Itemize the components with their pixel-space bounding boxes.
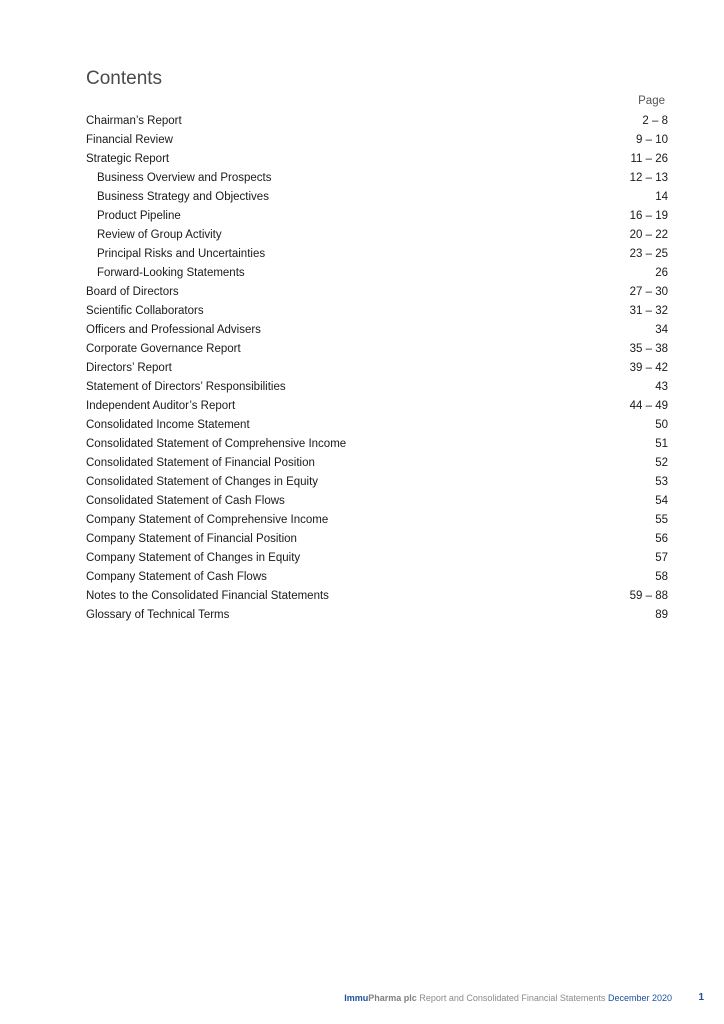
- toc-entry[interactable]: [86, 530, 668, 549]
- toc-entry[interactable]: [86, 568, 668, 587]
- toc-subentry[interactable]: [86, 245, 668, 264]
- toc-entry-page: 57: [655, 552, 668, 564]
- toc-entry-label: Principal Risks and Uncertainties: [97, 248, 266, 260]
- page-title: Contents: [86, 68, 163, 89]
- toc-entry-label: Consolidated Statement of Comprehensive Income: [86, 438, 347, 450]
- table-of-contents: [86, 112, 668, 625]
- toc-entry[interactable]: [86, 606, 668, 625]
- toc-entry-page: 52: [655, 457, 668, 469]
- toc-entry-page: 35 – 38: [629, 343, 668, 355]
- toc-entry[interactable]: [86, 321, 668, 340]
- toc-entry-page: 14: [655, 191, 668, 203]
- footer-description: Report and Consolidated Financial Statements: [419, 993, 606, 1003]
- toc-entry-page: 34: [655, 324, 668, 336]
- toc-entry-label: Consolidated Statement of Cash Flows: [86, 495, 285, 507]
- toc-entry-page: 23 – 25: [629, 248, 668, 260]
- toc-entry[interactable]: [86, 454, 668, 473]
- toc-entry-label: Notes to the Consolidated Financial Statements: [86, 590, 329, 602]
- toc-subentry[interactable]: [86, 264, 668, 283]
- toc-entry-page: 2 – 8: [642, 115, 668, 127]
- toc-entry-label: Corporate Governance Report: [86, 343, 241, 355]
- toc-entry[interactable]: [86, 283, 668, 302]
- footer-date: December 2020: [607, 993, 672, 1003]
- toc-entry-label: Strategic Report: [86, 153, 170, 165]
- toc-entry[interactable]: [86, 359, 668, 378]
- toc-entry-label: Glossary of Technical Terms: [86, 609, 230, 621]
- toc-entry[interactable]: [86, 473, 668, 492]
- page-column-header: Page: [638, 95, 665, 107]
- toc-entry[interactable]: [86, 340, 668, 359]
- toc-entry-page: 89: [655, 609, 668, 621]
- toc-entry-page: 44 – 49: [629, 400, 668, 412]
- toc-entry-label: Forward-Looking Statements: [97, 267, 245, 279]
- toc-entry-label: Consolidated Statement of Financial Position: [86, 457, 315, 469]
- toc-entry[interactable]: [86, 511, 668, 530]
- toc-entry[interactable]: [86, 492, 668, 511]
- toc-entry-label: Chairman’s Report: [86, 115, 182, 127]
- toc-entry[interactable]: [86, 587, 668, 606]
- toc-entry-label: Business Strategy and Objectives: [97, 191, 269, 203]
- toc-entry-label: Company Statement of Cash Flows: [86, 571, 267, 583]
- toc-entry-label: Officers and Professional Advisers: [86, 324, 261, 336]
- toc-entry[interactable]: [86, 549, 668, 568]
- page-number: 1: [698, 992, 704, 1003]
- toc-entry-page: 16 – 19: [629, 210, 668, 222]
- toc-entry-label: Consolidated Income Statement: [86, 419, 250, 431]
- toc-entry-page: 26: [655, 267, 668, 279]
- toc-entry[interactable]: [86, 150, 668, 169]
- toc-entry-label: Review of Group Activity: [97, 229, 222, 241]
- toc-subentry[interactable]: [86, 188, 668, 207]
- toc-entry-page: 11 – 26: [630, 153, 668, 165]
- footer-brand-immu: Immu: [344, 993, 369, 1003]
- toc-entry-page: 31 – 32: [629, 305, 668, 317]
- toc-entry-page: 50: [655, 419, 668, 431]
- toc-entry-page: 51: [655, 438, 668, 450]
- toc-entry-label: Directors’ Report: [86, 362, 172, 374]
- toc-entry-label: Consolidated Statement of Changes in Equity: [86, 476, 319, 488]
- toc-entry-label: Independent Auditor’s Report: [86, 400, 236, 412]
- toc-entry-page: 54: [655, 495, 668, 507]
- toc-entry-label: Company Statement of Financial Position: [86, 533, 297, 545]
- toc-entry-label: Scientific Collaborators: [86, 305, 204, 317]
- toc-entry-page: 56: [655, 533, 668, 545]
- toc-entry-page: 55: [655, 514, 668, 526]
- toc-entry[interactable]: [86, 378, 668, 397]
- toc-entry-page: 53: [655, 476, 668, 488]
- toc-entry-page: 43: [655, 381, 668, 393]
- toc-entry-page: 58: [655, 571, 668, 583]
- toc-subentry[interactable]: [86, 226, 668, 245]
- toc-entry[interactable]: [86, 397, 668, 416]
- toc-entry-label: Board of Directors: [86, 286, 179, 298]
- footer-brand-pharma: Pharma plc: [368, 993, 417, 1003]
- toc-entry[interactable]: [86, 435, 668, 454]
- toc-entry-label: Statement of Directors’ Responsibilities: [86, 381, 286, 393]
- toc-entry[interactable]: [86, 416, 668, 435]
- toc-subentry[interactable]: [86, 169, 668, 188]
- toc-entry-label: Company Statement of Comprehensive Income: [86, 514, 329, 526]
- toc-entry-label: Financial Review: [86, 134, 173, 146]
- toc-entry-page: 39 – 42: [629, 362, 668, 374]
- toc-entry-page: 27 – 30: [629, 286, 668, 298]
- toc-entry-label: Company Statement of Changes in Equity: [86, 552, 301, 564]
- toc-entry-label: Product Pipeline: [97, 210, 181, 222]
- toc-entry-page: 20 – 22: [629, 229, 668, 241]
- toc-subentry[interactable]: [86, 207, 668, 226]
- toc-entry-page: 12 – 13: [629, 172, 668, 184]
- toc-entry[interactable]: [86, 131, 668, 150]
- page-footer: [344, 993, 672, 1003]
- toc-entry[interactable]: [86, 302, 668, 321]
- toc-entry-page: 59 – 88: [629, 590, 668, 602]
- toc-entry[interactable]: [86, 112, 668, 131]
- toc-entry-label: Business Overview and Prospects: [97, 172, 272, 184]
- toc-entry-page: 9 – 10: [636, 134, 668, 146]
